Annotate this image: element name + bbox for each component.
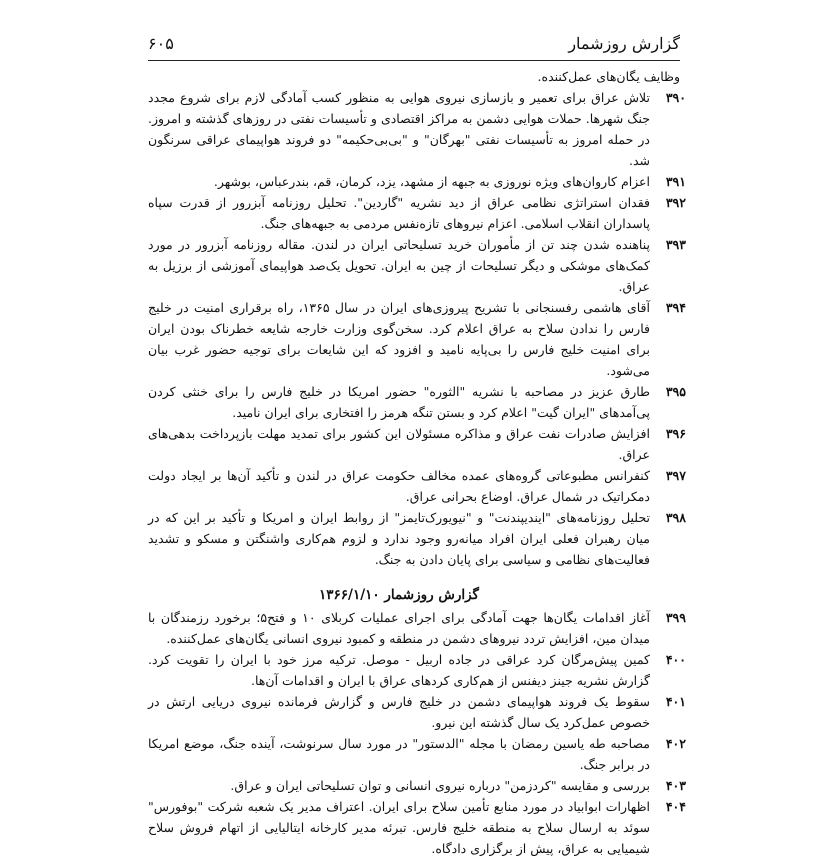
entry-text: اظهارات ابوابیاد در مورد منابع تأمین سلاح برای ایران. اعتراف مدیر یک شعبه شرکت "بوفورس" سوئد به ارسال سلاح به منطقه خلیج فارس. تبرئه مدیر کارخانه ایتالیایی از اتهام فروش سلاح شیمیایی به عراق، پیش از برگزاری دادگاه. [148,799,650,856]
list-item [148,381,686,423]
entry-text: تلاش عراق برای تعمیر و بازسازی نیروی هوایی به منظور کسب آمادگی لازم برای شروع مجدد جنگ شهرها. حملات هوایی دشمن به مراکز اقتصادی و تأسیسات نفتی در روزهای گذشته و امروز. در حمله امروز به تأسیسات نفتی "بهرگان" و "بی‌بی‌حکیمه" دو فروند هواپیمای عراقی سرنگون شد. [148,90,650,168]
entry-number: ۴۰۰ [665,652,686,667]
page-number: ۶۰۵ [148,34,174,53]
entry-number: ۳۹۴ [665,300,686,315]
entry-text: اعزام کاروان‌های ویژه نوروزی به جبهه از مشهد، یزد، کرمان، قم، بندرعباس، بوشهر. [213,174,650,189]
entry-text: افزایش صادرات نفت عراق و مذاکره مسئولان این کشور برای تمدید مهلت بازپرداخت بدهی‌های عراق. [148,426,650,462]
list-item [148,733,686,775]
entry-text: فقدان استراتژی نظامی عراق از دید نشریه "گاردین". تحلیل روزنامه آبزرور از قدرت سپاه پاسداران انقلاب اسلامی. اعزام نیروهای تازه‌نفس مردمی به جبهه‌های جنگ. [148,195,650,231]
list-item [148,607,686,649]
list-item [148,423,686,465]
list-item [148,775,686,796]
entry-text: کنفرانس مطبوعاتی گروه‌های عمده مخالف حکومت عراق در لندن و تأکید آن‌ها بر ایجاد دولت دمکراتیک در شمال عراق. اوضاع بحرانی عراق. [148,468,650,504]
entry-number: ۳۹۷ [665,468,686,483]
body-text [148,66,686,859]
entry-number: ۳۹۳ [665,237,686,252]
list-item [148,87,686,171]
entry-number: ۳۹۶ [665,426,686,441]
entry-text: آقای هاشمی رفسنجانی با تشریح پیروزی‌های ایران در سال ۱۳۶۵، راه برقراری امنیت در خلیج فارس را ندادن سلاح به عراق اعلام کرد. سخن‌گوی وزارت خارجه شایعه خطرناک بودن ایران برای امنیت خلیج فارس را بی‌پایه نامید و افزود که این شایعات برای توجیه حضور غرب بیان می‌شود. [148,300,650,378]
entry-text: آغاز اقدامات یگان‌ها جهت آمادگی برای اجرای عملیات کربلای ۱۰ و فتح۵؛ برخورد رزمندگان با میدان مین، افزایش تردد نیروهای دشمن در منطقه و کمبود نیروی انسانی یگان‌های عمل‌کننده. [148,610,650,646]
header-title: گزارش روزشمار [568,34,680,53]
entry-text: پناهنده شدن چند تن از مأموران خرید تسلیحاتی ایران در لندن. مقاله روزنامه آبزرور در مورد کمک‌های موشکی و دیگر تسلیحات از چین به ایران. تحویل یک‌صد هواپیمای آموزشی از برزیل به عراق. [148,237,650,294]
entry-number: ۳۹۱ [665,174,686,189]
entries-list-1 [148,87,686,570]
list-item [148,796,686,859]
entry-number: ۳۹۰ [665,90,686,105]
entry-text: مصاحبه طه یاسین رمضان با مجله "الدستور" در مورد سال سرنوشت، آینده جنگ، موضع امریکا در برابر جنگ. [148,736,650,772]
list-item [148,192,686,234]
entry-number: ۳۹۹ [665,610,686,625]
entry-text: طارق عزیز در مصاحبه با نشریه "الثوره" حضور امریکا در خلیج فارس را برای خنثی کردن پی‌آمدهای "ایران گیت" اعلام کرد و بستن تنگه هرمز را افتخاری برای ایران نامید. [148,384,650,420]
list-item [148,297,686,381]
list-item [148,234,686,297]
list-item [148,465,686,507]
list-item [148,171,686,192]
list-item [148,691,686,733]
entry-number: ۳۹۵ [665,384,686,399]
entry-text: کمین پیش‌مرگان کرد عراقی در جاده اربیل - موصل. ترکیه مرز خود با ایران را تقویت کرد. گزارش نشریه جینز دیفنس از هم‌کاری کردهای عراق با ایران و اقدامات آن‌ها. [148,652,650,688]
entry-number: ۳۹۸ [665,510,686,525]
running-header [148,30,680,61]
entry-number: ۳۹۲ [665,195,686,210]
entry-text: تحلیل روزنامه‌های "ایندیپندنت" و "نیویورک‌تایمز" از روابط ایران و امریکا و تأکید بر این که در میان رهبران فعلی ایران افراد میانه‌رو وجود ندارد و لزوم هم‌کاری واشنگتن و مسکو و تشدید فعالیت‌های نظامی و سیاسی برای پایان دادن به جنگ. [148,510,650,567]
entry-number: ۴۰۳ [665,778,686,793]
entry-number: ۴۰۱ [665,694,686,709]
list-item [148,507,686,570]
list-item [148,649,686,691]
section-title: گزارش روزشمار ۱۳۶۶/۱/۱۰ [319,587,479,603]
entry-number: ۴۰۲ [665,736,686,751]
entry-number: ۴۰۴ [665,799,686,814]
continuation-text: وظایف یگان‌های عمل‌کننده. [537,69,680,84]
entries-list-2 [148,607,686,859]
entry-text: بررسی و مقایسه "کردزمن" درباره نیروی انسانی و توان تسلیحاتی ایران و عراق. [230,778,650,793]
entry-text: سقوط یک فروند هواپیمای دشمن در خلیج فارس و گزارش فرمانده نیروی دریایی ارتش در خصوص عمل‌کرد یک سال گذشته این نیرو. [148,694,650,730]
